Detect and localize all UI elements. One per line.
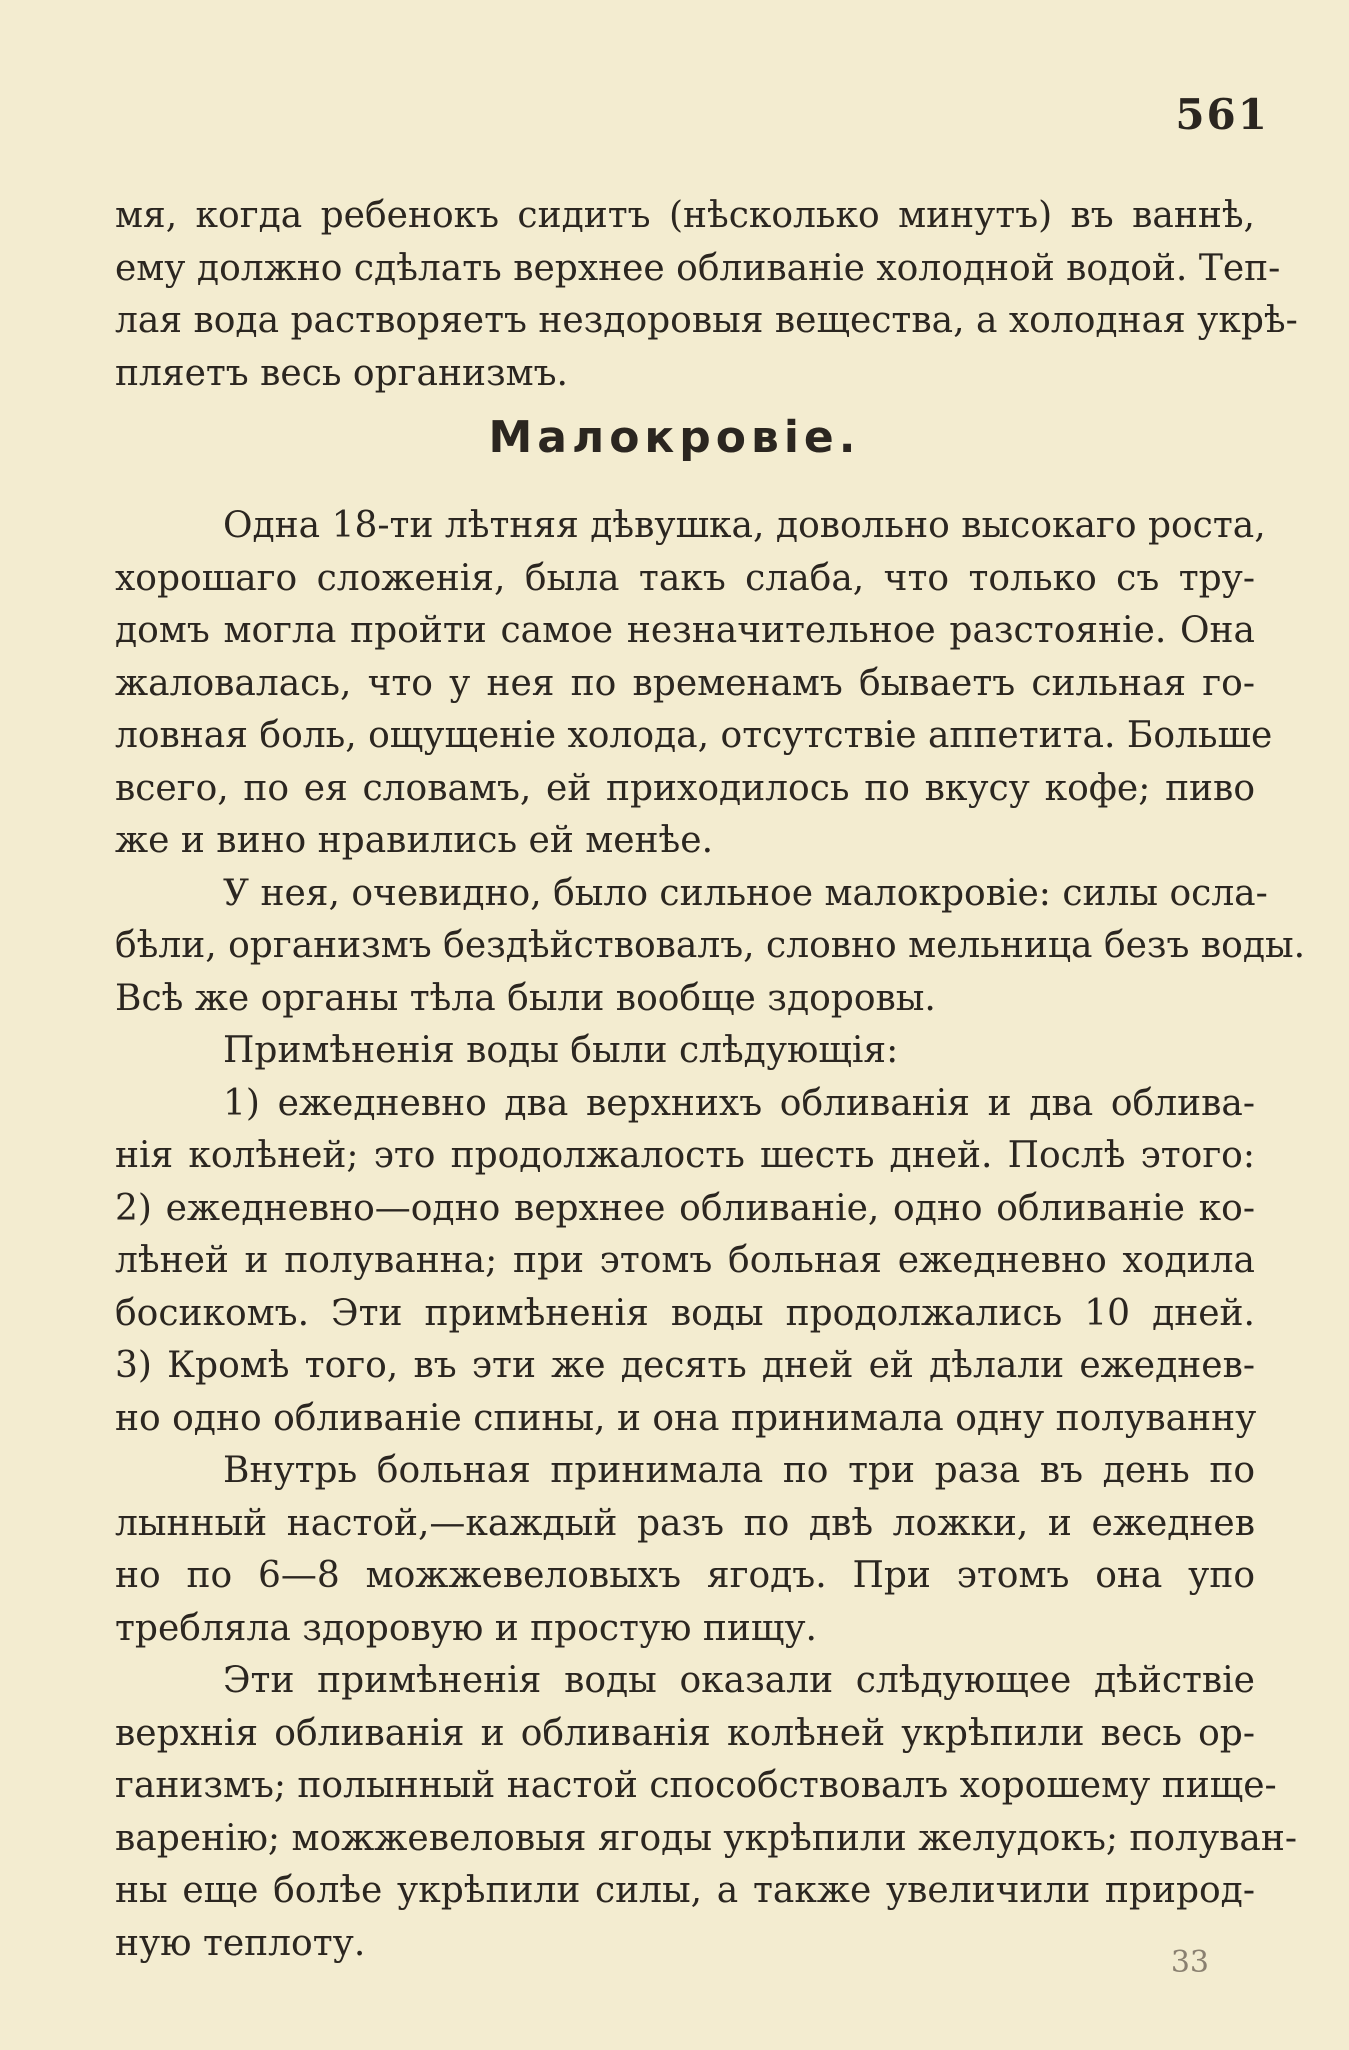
body-text	[115, 500, 1306, 1970]
text-line: ловная боль, ощущеніе холода, отсутствіе аппетита. Больше	[115, 715, 1273, 756]
text-line: же и вино нравились ей менѣе.	[115, 820, 714, 861]
text-line: ную теплоту.	[115, 1922, 366, 1964]
text-line: 1) ежедневно два верхнихъ обливанія и два облива-	[223, 1082, 1255, 1124]
text-line: ны еще болѣе укрѣпили силы, а также увеличили природ-	[115, 1870, 1255, 1911]
text-line: Всѣ же органы тѣла были вообще здоровы.	[115, 977, 936, 1019]
text-line: жаловалась, что у нея по временамъ бываетъ сильная го-	[115, 662, 1255, 704]
text-line: ему должно сдѣлать верхнее обливаніе холодной водой. Теп-	[115, 247, 1281, 289]
text-line: всего, по ея словамъ, ей приходилось по вкусу кофе; пиво	[115, 767, 1255, 809]
text-line: лѣней и полуванна; при этомъ больная ежедневно ходила	[115, 1240, 1255, 1281]
signature-mark: 33	[1170, 1945, 1209, 1980]
text-line: лынный настой,—каждый разъ по двѣ ложки, и ежеднев	[115, 1502, 1255, 1544]
text-line: 2) ежедневно—одно верхнее обливаніе, одно обливаніе ко-	[115, 1187, 1255, 1229]
text-line: лая вода растворяетъ нездоровыя вещества, а холодная укрѣ-	[115, 300, 1298, 341]
section-heading: Малокровіе.	[488, 412, 861, 463]
text-line: пляетъ весь организмъ.	[115, 352, 568, 394]
text-line: Внутрь больная принимала по три раза въ день по	[223, 1450, 1255, 1491]
page-number: 561	[1175, 90, 1269, 139]
text-line: хорошаго сложенія, была такъ слаба, что только съ тру-	[115, 557, 1255, 599]
text-line: ганизмъ; полынный настой способствовалъ хорошему пище-	[115, 1765, 1277, 1806]
text-line: нія колѣней; это продолжалость шесть дней. Послѣ этого:	[115, 1135, 1255, 1176]
text-line: но по 6—8 можжевеловыхъ ягодъ. При этомъ она упо	[115, 1555, 1255, 1596]
text-line: У нея, очевидно, было сильное малокровіе: силы осла-	[223, 872, 1268, 914]
intro-paragraph	[115, 190, 1298, 400]
text-line: домъ могла пройти самое незначительное разстояніе. Она	[115, 610, 1255, 651]
text-line: Эти примѣненія воды оказали слѣдующее дѣйствіе	[223, 1660, 1255, 1701]
text-line: Одна 18-ти лѣтняя дѣвушка, довольно высокаго роста,	[223, 505, 1266, 546]
text-line: босикомъ. Эти примѣненія воды продолжались 10 дней.	[115, 1292, 1255, 1334]
text-line: но одно обливаніе спины, и она принимала одну полуванну	[115, 1397, 1257, 1439]
text-line: мя, когда ребенокъ сидитъ (нѣсколько минутъ) въ ваннѣ,	[115, 195, 1255, 236]
text-line: варенію; можжевеловыя ягоды укрѣпили желудокъ; полуван-	[115, 1817, 1298, 1859]
text-line: Примѣненія воды были слѣдующія:	[223, 1030, 899, 1071]
text-line: верхнія обливанія и обливанія колѣней укрѣпили весь ор-	[115, 1712, 1255, 1754]
text-line: требляла здоровую и простую пищу.	[115, 1607, 817, 1649]
text-line: бѣли, организмъ бездѣйствовалъ, словно мельница безъ воды.	[115, 925, 1306, 966]
text-line: 3) Кромѣ того, въ эти же десять дней ей дѣлали ежеднев-	[115, 1345, 1255, 1386]
